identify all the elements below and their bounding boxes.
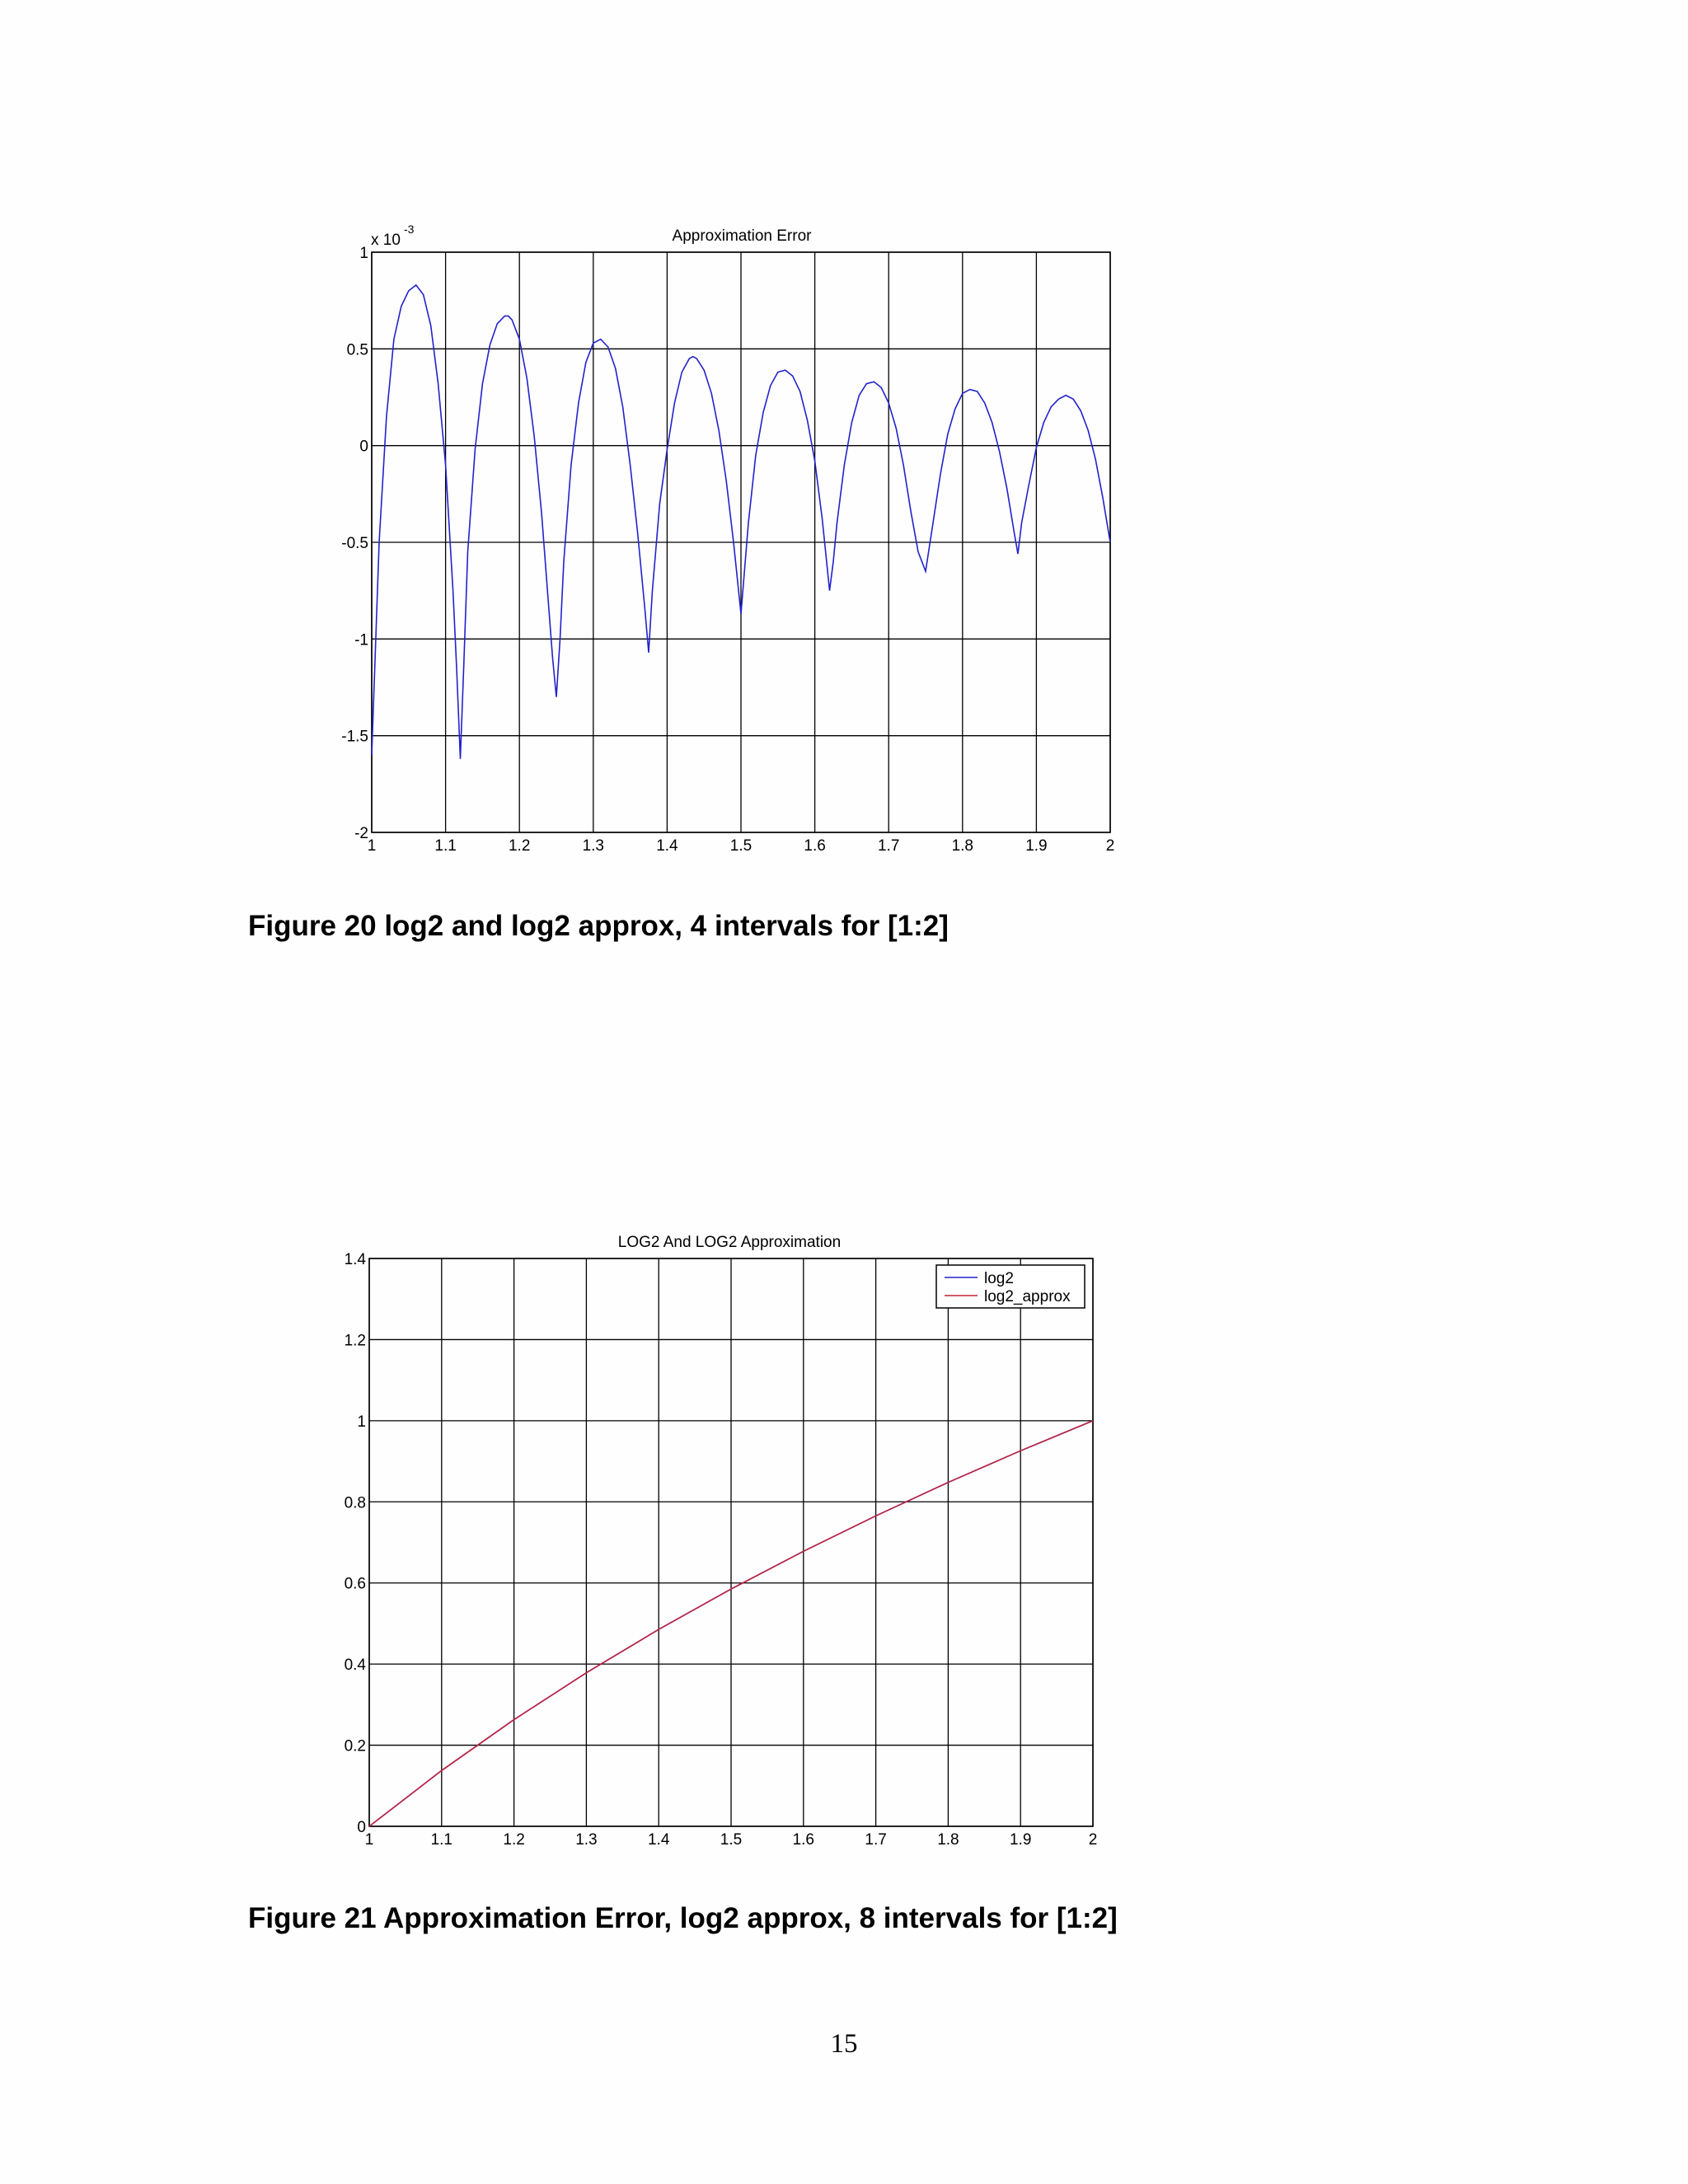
page-number: 15 bbox=[830, 2029, 858, 2059]
chart2-title: LOG2 And LOG2 Approximation bbox=[617, 1234, 842, 1251]
x-tick-label: 2 bbox=[1105, 837, 1115, 855]
y-tick-label: -1.5 bbox=[341, 728, 368, 746]
x-tick-label: 1.9 bbox=[1009, 1831, 1032, 1849]
x-tick-label: 1.2 bbox=[503, 1831, 525, 1849]
x-tick-label: 1.8 bbox=[951, 837, 974, 855]
chart1-exponent-power: -3 bbox=[404, 223, 415, 236]
legend-label-log2: log2 bbox=[984, 1270, 1014, 1287]
x-tick-label: 1.3 bbox=[582, 837, 605, 855]
chart1-title: Approximation Error bbox=[672, 227, 812, 245]
y-tick-label: -2 bbox=[354, 825, 368, 842]
log2-approximation-chart bbox=[0, 1220, 1688, 1863]
x-tick-label: 1.1 bbox=[430, 1831, 453, 1849]
x-tick-label: 2 bbox=[1088, 1831, 1098, 1849]
y-tick-label: 1.4 bbox=[344, 1251, 366, 1268]
y-tick-label: 1.2 bbox=[344, 1332, 366, 1350]
legend-label-log2-approx: log2_approx bbox=[984, 1288, 1071, 1305]
x-tick-label: 1.3 bbox=[575, 1831, 598, 1849]
y-tick-label: -0.5 bbox=[341, 535, 368, 552]
y-tick-label: 1 bbox=[357, 1413, 366, 1431]
approximation-error-chart bbox=[0, 206, 1688, 1096]
y-tick-label: 1 bbox=[359, 245, 368, 262]
x-tick-label: 1.7 bbox=[877, 837, 900, 855]
y-tick-label: 0.6 bbox=[344, 1575, 366, 1593]
y-tick-label: -1 bbox=[354, 631, 368, 649]
x-tick-label: 1.6 bbox=[792, 1831, 815, 1849]
x-tick-label: 1.6 bbox=[804, 837, 826, 855]
y-tick-label: 0.4 bbox=[344, 1657, 366, 1675]
chart1-exponent-base: x 10 bbox=[371, 232, 401, 249]
y-tick-label: 0 bbox=[357, 1819, 366, 1836]
x-tick-label: 1.8 bbox=[937, 1831, 959, 1849]
x-tick-label: 1.1 bbox=[434, 837, 457, 855]
x-tick-label: 1.5 bbox=[720, 1831, 743, 1849]
y-tick-label: 0.5 bbox=[346, 341, 368, 359]
x-tick-label: 1.4 bbox=[656, 837, 678, 855]
x-tick-label: 1.9 bbox=[1025, 837, 1048, 855]
x-tick-label: 1.2 bbox=[508, 837, 531, 855]
figure-21-caption: Figure 21 Approximation Error, log2 approx, 8 intervals for [1:2] bbox=[248, 1902, 1118, 1934]
x-tick-label: 1.4 bbox=[647, 1831, 670, 1849]
y-tick-label: 0.2 bbox=[344, 1737, 366, 1755]
y-tick-label: 0.8 bbox=[344, 1494, 366, 1512]
y-tick-label: 0 bbox=[359, 438, 368, 456]
figure-20-caption: Figure 20 log2 and log2 approx, 4 intervals for [1:2] bbox=[248, 910, 949, 942]
x-tick-label: 1.5 bbox=[729, 837, 753, 855]
x-tick-label: 1 bbox=[364, 1831, 374, 1849]
chart2-legend bbox=[936, 1265, 1085, 1308]
x-tick-label: 1.7 bbox=[865, 1831, 887, 1849]
x-tick-label: 1 bbox=[367, 837, 377, 855]
